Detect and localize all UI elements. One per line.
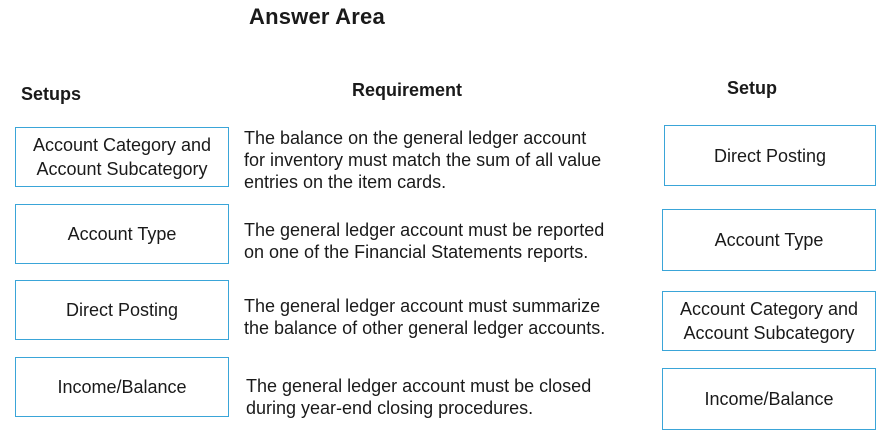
- answer-slot-4[interactable]: [662, 368, 876, 430]
- answer-slot-label: Account Category and Account Subcategory: [679, 299, 859, 343]
- setup-option-label: Direct Posting: [65, 300, 179, 320]
- setup-option-income-balance[interactable]: [15, 357, 229, 417]
- setups-column-header: Setups: [21, 84, 82, 104]
- answer-slot-label: Direct Posting: [713, 145, 827, 166]
- answer-slot-1[interactable]: [664, 125, 876, 186]
- answer-slot-2[interactable]: [662, 209, 876, 271]
- setup-column-header: Setup: [727, 78, 778, 98]
- answer-slot-label: Account Type: [714, 230, 824, 250]
- answer-slot-3[interactable]: [662, 291, 876, 351]
- requirement-text: The general ledger account must be closed during year-end closing procedures.: [246, 376, 592, 418]
- requirement-text: The general ledger account must be reported on one of the Financial Statements reports.: [244, 220, 605, 262]
- setup-option-label: Account Category and Account Subcategory: [32, 135, 212, 179]
- setup-option-direct-posting[interactable]: [15, 280, 229, 340]
- requirement-text: The general ledger account must summarize the balance of other general ledger accounts.: [244, 296, 606, 338]
- setup-option-account-type[interactable]: [15, 204, 229, 264]
- answer-slot-label: Income/Balance: [704, 389, 834, 409]
- answer-area-title: Answer Area: [249, 4, 385, 29]
- setup-option-label: Account Type: [67, 224, 177, 244]
- requirement-text: The balance on the general ledger account for inventory must match the sum of all value entries on the item cards.: [244, 128, 602, 192]
- requirement-column-header: Requirement: [352, 80, 463, 100]
- setup-option-account-category[interactable]: [15, 127, 229, 187]
- setup-option-label: Income/Balance: [57, 377, 187, 397]
